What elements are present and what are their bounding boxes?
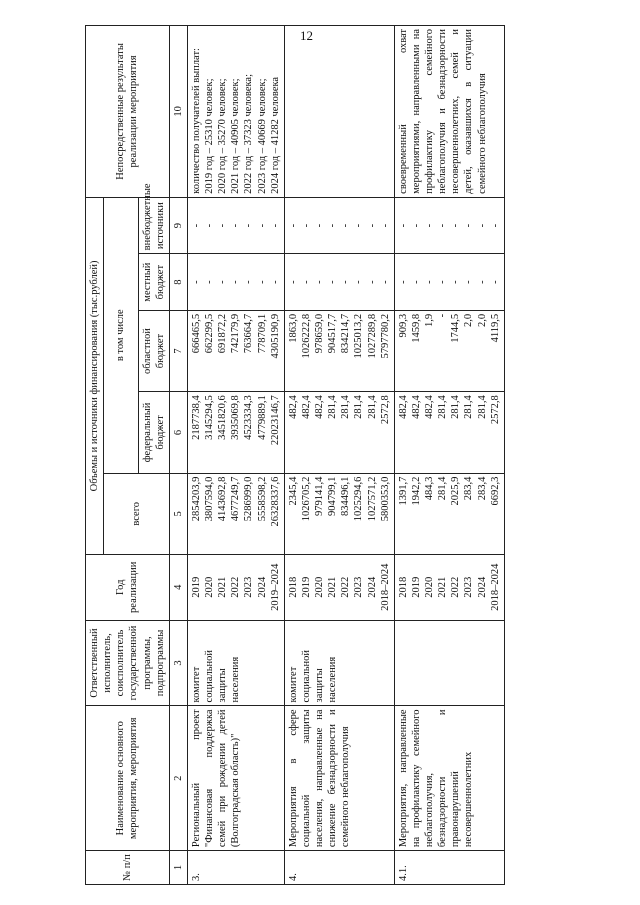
result-cell [284, 26, 394, 198]
total-list-value: 6692,3 [489, 476, 501, 506]
column-number-row [169, 26, 187, 885]
federal-list-value: 4779889,1 [256, 395, 268, 440]
federal-list-value: 482,4 [300, 395, 312, 419]
row-number [394, 851, 504, 885]
measure-name-text: Региональный проект "Финансовая поддержка семей при рождении детей (Волгоградская область)" [190, 709, 242, 848]
column-number: 4 [169, 555, 187, 621]
row-number [284, 851, 394, 885]
regional-list-value: 5797780,2 [379, 313, 391, 359]
offbudget-list-value: - [269, 223, 281, 228]
federal-list-value: 281,4 [327, 395, 339, 419]
total-list [394, 473, 504, 554]
offbudget-list-value: - [327, 223, 339, 228]
result-line: количество получателей выплат: [190, 48, 202, 194]
offbudget-list-value: - [424, 223, 435, 228]
year-list [187, 555, 284, 621]
regional-list-value: 662299,5 [204, 313, 215, 354]
regional-list [394, 310, 504, 391]
offbudget-list-value: - [340, 223, 352, 228]
local-list-value: - [314, 280, 325, 284]
federal-list-value: 482,4 [397, 395, 409, 419]
regional-list-value: 1025013,2 [353, 313, 365, 359]
year-list-value: 2019–2024 [269, 563, 281, 611]
federal-list [284, 392, 394, 473]
total-list-value: 26328337,6 [269, 476, 281, 527]
offbudget-list-value: - [314, 223, 325, 228]
offbudget-list-value: - [366, 223, 378, 228]
regional-list-value: 763664,7 [243, 313, 255, 354]
table-row [284, 26, 394, 885]
result-line: 2022 год – 37323 человека; [243, 74, 255, 194]
local-list-value: - [424, 280, 435, 284]
year-list-value: 2018 [287, 576, 299, 598]
total-list-value: 1027571,2 [366, 476, 378, 522]
total-list-value: 283,4 [476, 476, 488, 501]
federal-list-value: 281,4 [340, 395, 352, 419]
year-list-value: 2022 [340, 576, 352, 598]
result-cell [187, 26, 284, 198]
local-list-value: - [450, 280, 462, 284]
executor-text: комитет социальной защиты населения [287, 650, 339, 703]
header-executor: Ответственный исполнитель, соисполнитель государственной программы, подпрограммы [86, 620, 170, 706]
year-list-value: 2018–2024 [379, 563, 391, 611]
local-list-value: - [190, 280, 202, 284]
column-number: 8 [169, 254, 187, 311]
total-list-value: 484,3 [424, 476, 435, 501]
header-offbudget: внебюджетные источники [138, 197, 169, 254]
regional-list-value: 4119,5 [489, 313, 501, 343]
page-number: 12 [300, 28, 313, 43]
regional-list-value: 1027289,8 [366, 313, 378, 359]
year-list-value: 2024 [476, 576, 488, 598]
financing-table [85, 25, 505, 885]
year-list-value: 2021 [437, 576, 449, 598]
local-list-value: - [256, 280, 268, 284]
regional-list-value: 1863,0 [287, 313, 299, 343]
year-list-value: 2021 [327, 576, 339, 598]
year-list-value: 2019 [190, 576, 202, 598]
header-results: Непосредственные результаты реализации мероприятия [86, 26, 170, 198]
regional-list-value: 909,3 [397, 313, 409, 338]
federal-list-value: 281,4 [366, 395, 378, 419]
year-list-value: 2024 [256, 576, 268, 598]
year-list-value: 2023 [463, 576, 475, 598]
federal-list-value: 482,4 [287, 395, 299, 419]
row-number [187, 851, 284, 885]
header-local: местный бюджет [138, 254, 169, 311]
total-list-value: 1026705,2 [300, 476, 312, 522]
offbudget-list-value: - [450, 223, 462, 228]
table-row [187, 26, 284, 885]
column-number: 5 [169, 473, 187, 554]
executor-text: комитет социальной защиты населения [190, 650, 242, 703]
year-list-value: 2022 [450, 576, 462, 598]
local-list-value: - [287, 280, 299, 284]
column-number: 10 [169, 26, 187, 198]
year-list-value: 2020 [314, 576, 325, 598]
offbudget-list-value: - [489, 223, 501, 228]
federal-list-value: 3145294,5 [204, 395, 215, 440]
result-line: 2023 год – 40669 человек; [256, 78, 268, 194]
measure-name [187, 706, 284, 851]
table-row [394, 26, 504, 885]
offbudget-list-value: - [217, 223, 229, 228]
offbudget-list-value: - [243, 223, 255, 228]
local-list-value: - [397, 280, 409, 284]
offbudget-list-value: - [256, 223, 268, 228]
federal-list-value: 2187738,4 [190, 395, 202, 440]
local-list [284, 254, 394, 311]
header-total: всего [104, 473, 170, 554]
header-year: Год реализации [86, 555, 170, 621]
offbudget-list-value: - [230, 223, 242, 228]
local-list-value: - [204, 280, 215, 284]
local-list-value: - [476, 280, 488, 284]
local-list-value: - [353, 280, 365, 284]
year-list-value: 2023 [243, 576, 255, 598]
total-list-value: 3807594,0 [204, 476, 215, 522]
total-list-value: 2854203,9 [190, 476, 202, 522]
year-list [394, 555, 504, 621]
local-list-value: - [437, 280, 449, 284]
year-list-value: 2018–2024 [489, 563, 501, 611]
header-federal: федеральный бюджет [138, 392, 169, 473]
local-list [187, 254, 284, 311]
total-list [187, 473, 284, 554]
offbudget-list-value: - [204, 223, 215, 228]
federal-list-value: 2572,8 [489, 395, 501, 425]
measure-name-text: Мероприятия в сфере социальной защиты населения, направленные на снижение безнадзорности и семейного неблагополучия [287, 709, 352, 848]
year-list-value: 2018 [397, 576, 409, 598]
regional-list [284, 310, 394, 391]
regional-list-value: 1026222,8 [300, 313, 312, 359]
column-number: 3 [169, 620, 187, 706]
regional-list-value: 834214,7 [340, 313, 352, 354]
offbudget-list-value: - [410, 223, 422, 228]
federal-list [187, 392, 284, 473]
local-list-value: - [489, 280, 501, 284]
year-list-value: 2023 [353, 576, 365, 598]
offbudget-list-value: - [397, 223, 409, 228]
measure-name [394, 706, 504, 851]
regional-list-value: 4305190,9 [269, 313, 281, 359]
federal-list-value: 281,4 [450, 395, 462, 419]
federal-list-value: 3451820,6 [217, 395, 229, 440]
federal-list-value: 482,4 [410, 395, 422, 419]
local-list-value: - [269, 280, 281, 284]
column-number: 7 [169, 310, 187, 391]
local-list-value: - [300, 280, 312, 284]
regional-list-value: 1,9 [424, 313, 435, 327]
regional-list-value: 691872,2 [217, 313, 229, 354]
year-list-value: 2020 [204, 576, 215, 598]
offbudget-list-value: - [300, 223, 312, 228]
executor [187, 620, 284, 706]
result-line: 2024 год – 41282 человека [269, 76, 281, 194]
regional-list-value: 2,0 [476, 313, 488, 327]
total-list-value: 904799,1 [327, 476, 339, 516]
local-list-value: - [379, 280, 391, 284]
local-list-value: - [463, 280, 475, 284]
local-list-value: - [366, 280, 378, 284]
header-volumes: Объемы и источники финансирования (тыс.рублей) [86, 197, 104, 554]
total-list [284, 473, 394, 554]
total-list-value: 979141,4 [314, 476, 325, 516]
result-line: 2019 год – 25310 человек; [204, 78, 215, 194]
regional-list-value: - [437, 313, 449, 318]
result-line: 2020 год – 35270 человек; [217, 78, 229, 194]
local-list-value: - [230, 280, 242, 284]
year-list-value: 2021 [217, 576, 229, 598]
total-list-value: 834496,1 [340, 476, 352, 516]
offbudget-list-value: - [287, 223, 299, 228]
row-number-text: 4.1. [397, 865, 409, 881]
federal-list-value: 4523334,3 [243, 395, 255, 440]
year-list-value: 2024 [366, 576, 378, 598]
column-number: 2 [169, 706, 187, 851]
header-name: Наименование основного мероприятия, мероприятия [86, 706, 170, 851]
measure-name-text: Мероприятия, направленные на профилактику семейного неблагополучия, безнадзорности и правонарушений несовершеннолетних [397, 709, 475, 848]
total-list-value: 2025,9 [450, 476, 462, 506]
regional-list-value: 1459,8 [410, 313, 422, 343]
header-no: № п/п [86, 851, 170, 885]
result-line: 2021 год – 40905 человек; [230, 78, 242, 194]
federal-list-value: 281,4 [353, 395, 365, 419]
year-list-value: 2022 [230, 576, 242, 598]
column-number: 9 [169, 197, 187, 254]
local-list-value: - [410, 280, 422, 284]
regional-list [187, 310, 284, 391]
total-list-value: 5800353,0 [379, 476, 391, 522]
measure-name [284, 706, 394, 851]
federal-list-value: 281,4 [437, 395, 449, 419]
federal-list-value: 482,4 [424, 395, 435, 419]
column-number: 1 [169, 851, 187, 885]
regional-list-value: 978659,0 [314, 313, 325, 354]
total-list-value: 5558598,2 [256, 476, 268, 522]
result-cell [394, 26, 504, 198]
result-line: своевременный охват мероприятиями, направленными на профилактику семейного неблагополучия и безнадзорности несовершеннолетних, семей и детей, оказавшихся в ситуации семейного неблагополучия [397, 29, 488, 194]
local-list-value: - [340, 280, 352, 284]
local-list [394, 254, 504, 311]
year-list [284, 555, 394, 621]
regional-list-value: 904517,7 [327, 313, 339, 354]
rotated-table-sheet [85, 0, 640, 905]
year-list-value: 2020 [424, 576, 435, 598]
total-list-value: 1025294,6 [353, 476, 365, 522]
offbudget-list [284, 197, 394, 254]
regional-list-value: 778709,1 [256, 313, 268, 354]
row-number-text: 4. [287, 873, 299, 881]
federal-list-value: 281,4 [463, 395, 475, 419]
federal-list-value: 281,4 [476, 395, 488, 419]
regional-list-value: 742179,9 [230, 313, 242, 354]
federal-list-value: 22023146,7 [269, 395, 281, 446]
offbudget-list-value: - [463, 223, 475, 228]
total-list-value: 1391,7 [397, 476, 409, 506]
total-list-value: 281,4 [437, 476, 449, 501]
regional-list-value: 1744,5 [450, 313, 462, 343]
local-list-value: - [243, 280, 255, 284]
total-list-value: 2345,4 [287, 476, 299, 506]
federal-list [394, 392, 504, 473]
regional-list-value: 666465,5 [190, 313, 202, 354]
local-list-value: - [327, 280, 339, 284]
executor [284, 620, 394, 706]
year-list-value: 2019 [300, 576, 312, 598]
offbudget-list-value: - [437, 223, 449, 228]
offbudget-list-value: - [476, 223, 488, 228]
total-list-value: 5286999,0 [243, 476, 255, 522]
federal-list-value: 2572,8 [379, 395, 391, 425]
offbudget-list [394, 197, 504, 254]
total-list-value: 4677249,7 [230, 476, 242, 522]
offbudget-list [187, 197, 284, 254]
header-incl: в том числе [104, 197, 138, 473]
federal-list-value: 3935069,8 [230, 395, 242, 440]
column-number: 6 [169, 392, 187, 473]
federal-list-value: 482,4 [314, 395, 325, 419]
header-regional: областной бюджет [138, 310, 169, 391]
year-list-value: 2019 [410, 576, 422, 598]
regional-list-value: 2,0 [463, 313, 475, 327]
total-list-value: 1942,2 [410, 476, 422, 506]
total-list-value: 283,4 [463, 476, 475, 501]
offbudget-list-value: - [379, 223, 391, 228]
row-number-text: 3. [190, 873, 202, 881]
offbudget-list-value: - [190, 223, 202, 228]
local-list-value: - [217, 280, 229, 284]
executor [394, 620, 504, 706]
offbudget-list-value: - [353, 223, 365, 228]
total-list-value: 4143692,8 [217, 476, 229, 522]
